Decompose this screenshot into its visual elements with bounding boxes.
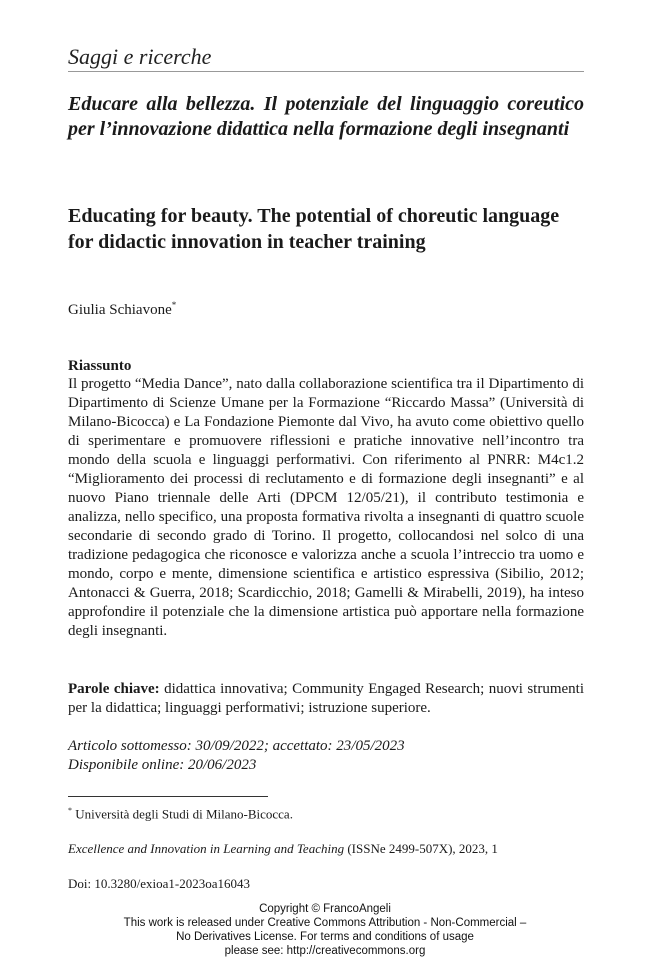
license-line-1: This work is released under Creative Commons Attribution - Non-Commercial – xyxy=(123,917,527,929)
section-divider xyxy=(68,71,584,72)
journal-citation xyxy=(68,841,498,857)
section-label: Saggi e ricerche xyxy=(68,44,212,69)
copyright-notice xyxy=(0,902,650,958)
online-date: Disponibile online: 20/06/2023 xyxy=(68,757,257,773)
keywords xyxy=(68,680,584,718)
copyright-line: Copyright © FrancoAngeli xyxy=(259,903,391,915)
article-dates xyxy=(68,737,405,775)
footnote-marker: * xyxy=(68,806,72,815)
submission-dates: Articolo sottomesso: 30/09/2022; accettato: 23/05/2023 xyxy=(68,738,405,754)
license-line-2: No Derivatives License. For terms and conditions of usage xyxy=(176,931,474,943)
keywords-label: Parole chiave: xyxy=(68,681,160,697)
license-link[interactable]: http://creativecommons.org xyxy=(286,945,426,957)
license-link-prefix: please see: xyxy=(224,945,287,957)
author-name: Giulia Schiavone xyxy=(68,302,172,318)
title-english: Educating for beauty. The potential of choreutic language for didactic innovation in teacher training xyxy=(68,205,560,253)
keywords-text: didattica innovativa; Community Engaged Research; nuovi strumenti per la didattica; linguaggi performativi; istruzione superiore. xyxy=(68,681,584,716)
journal-details: (ISSNe 2499-507X), 2023, 1 xyxy=(344,841,498,856)
footnote-divider xyxy=(68,796,268,797)
footnote xyxy=(68,806,293,822)
abstract-text: Il progetto “Media Dance”, nato dalla collaborazione scientifica tra il Dipartimento di Dipartimento di Scienze Umane per la Formazione “Riccardo Massa” (Università di Milano-Bicocca) e La Fondazione Piemonte dal Vivo, ha avuto come obiettivo quello di sperimentare e promuovere riflessioni e pratiche innovative nell’incontro tra mondo della scuola e linguaggi performativi. Con riferimento al PNRR: M4c1.2 “Miglioramento dei processi di reclutamento e di formazione degli insegnanti” e al nuovo Piano triennale delle Arti (DPCM 12/05/21), il contributo testimonia e analizza, nello specifico, una proposta formativa rivolta a insegnanti di quattro scuole secondarie di secondo grado di Torino. Il progetto, collocandosi nel solco di una tradizione pedagogica che riconosce e valorizza anche a scuola l’intreccio tra uomo e mondo, corpo e mente, dimensione scientifica e artistico espressiva (Sibilio, 2012; Antonacci & Guerra, 2018; Scardicchio, 2018; Gamelli & Mirabelli, 2019), ha inteso approfondire il potenziale che la dimensione artistica può apportare nella formazione degli insegnanti. xyxy=(68,376,584,639)
license-line-3 xyxy=(0,944,650,958)
abstract-heading: Riassunto xyxy=(68,358,132,374)
doi: Doi: 10.3280/exioa1-2023oa16043 xyxy=(68,876,250,891)
footnote-text: Università degli Studi di Milano-Bicocca. xyxy=(72,806,293,822)
journal-name: Excellence and Innovation in Learning and Teaching xyxy=(68,841,345,856)
author-footnote-marker: * xyxy=(171,300,177,310)
title-italian: Educare alla bellezza. Il potenziale del linguaggio coreutico per l’innovazione didattica nella formazione degli insegnanti xyxy=(68,93,584,140)
author xyxy=(68,300,176,319)
